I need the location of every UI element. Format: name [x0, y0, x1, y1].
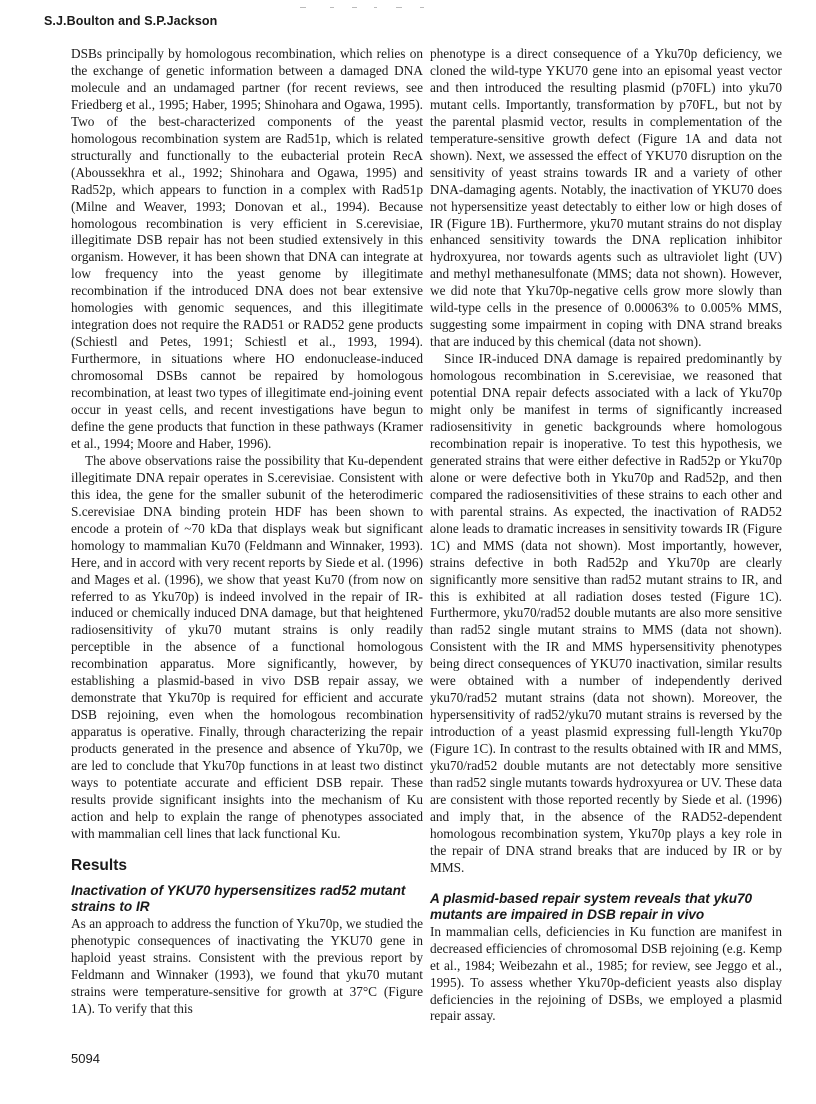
right-paragraph-1: phenotype is a direct consequence of a Yku70p deficiency, we cloned the wild-type YKU70 gene into an episomal yeast vector and then introduced the resulting plasmid (p70FL) into yku70 mutant cells. Importantly, transformation by p70FL, but not by the parental plasmid vector, results in complementation of the temperature-sensitive growth defect (Figure 1A and data not shown). Next, we assessed the effect of YKU70 disruption on the sensitivity of yeast strains towards IR and a variety of other DNA-damaging agents. Notably, the inactivation of YKU70 does not hypersensitize yeast detectably to either low or high doses of IR (Figure 1B). Furthermore, yku70 mutant strains do not display enhanced sensitivity towards the DNA replication inhibitor hydroxyurea, nor towards agents such as ultraviolet light (UV) and methyl methanesulfonate (MMS; data not shown). However, we did note that Yku70p-negative cells grow more slowly than wild-type cells in the presence of 0.00063% to 0.005% MMS, suggesting some impairment in coping with DNA strand breaks that are induced by this chemical (data not shown).	[430, 46, 782, 350]
left-paragraph-1: DSBs principally by homologous recombination, which relies on the exchange of genetic information between a damaged DNA molecule and an undamaged partner (for recent reviews, see Friedberg et al., 1995; Haber, 1995; Shinohara and Ogawa, 1995). Two of the best-characterized components of the yeast homologous recombination system are Rad51p, which is related structurally and functionally to the eubacterial protein RecA (Aboussekhra et al., 1992; Shinohara and Ogawa, 1995) and Rad52p, which appears to function in a complex with Rad51p (Milne and Weaver, 1993; Donovan et al., 1994). Because homologous recombination is very efficient in S.cerevisiae, illegitimate DSB repair has not been studied extensively in this organism. However, it has been shown that DNA can integrate at low frequency into the yeast genome by illegitimate recombination if the introduced DNA does not bear extensive homologies with genomic sequences, and this illegitimate integration does not require the RAD51 or RAD52 gene products (Schiestl and Petes, 1991; Schiestl et al., 1993, 1994). Furthermore, in situations where HO endonuclease-induced chromosomal DSBs cannot be repaired by homologous recombination, at least two types of illegitimate end-joining event occur in yeast cells, and recent investigations have begun to define the gene products that function in these pathways (Kramer et al., 1994; Moore and Haber, 1996).	[71, 46, 423, 451]
scan-speck	[396, 7, 402, 8]
scan-speck	[374, 7, 377, 8]
scan-speck	[300, 7, 306, 8]
right-paragraph-3: In mammalian cells, deficiencies in Ku function are manifest in decreased efficiencies of chromosomal DSB rejoining (e.g. Kemp et al., 1984; Weibezahn et al., 1985; for review, see Jeggo et al., 1995). To assess whether Yku70p-deficient yeasts also display deficiencies in the rejoining of DSBs, we employed a plasmid repair assay.	[430, 923, 782, 1024]
page-number: 5094	[71, 1051, 100, 1066]
running-head: S.J.Boulton and S.P.Jackson	[44, 14, 218, 28]
scan-speck	[352, 7, 357, 8]
scan-speck	[420, 7, 424, 8]
left-paragraph-3: As an approach to address the function of Yku70p, we studied the phenotypic consequences of inactivating the YKU70 gene in haploid yeast strains. Consistent with the previous report by Feldmann and Winnaker (1993), we found that yku70 mutant strains were temperature-sensitive for growth at 37°C (Figure 1A). To verify that this	[71, 915, 423, 1016]
left-column	[71, 46, 423, 1018]
right-column	[430, 46, 782, 1025]
scan-speck	[330, 7, 334, 8]
results-heading: Results	[71, 856, 127, 874]
left-paragraph-2: The above observations raise the possibility that Ku-dependent illegitimate DNA repair operates in S.cerevisiae. Consistent with this idea, the gene for the smaller subunit of the heterodimeric S.cerevisiae DNA binding protein HDF has been shown to encode a protein of ~70 kDa that displays weak but significant homology to mammalian Ku70 (Feldmann and Winnaker, 1993). Here, and in accord with very recent reports by Siede et al. (1996) and Mages et al. (1996), we show that yeast Ku70 (from now on referred to as Yku70p) is indeed involved in the repair of IR-induced or chemically induced DNA damage, but that heightened radiosensitivity of yku70 mutant strains is only readily perceptible in the absence of a functional homologous recombination apparatus. More significantly, however, by establishing a plasmid-based in vivo DSB repair assay, we demonstrate that Yku70p is required for efficient and accurate DSB rejoining, even when the homologous recombination apparatus is operative. Finally, through characterizing the repair products generated in the presence and absence of Yku70p, we are led to conclude that Yku70p functions in at least two distinct ways to potentiate accurate and efficient DSB repair. These results provide significant insights into the mechanism of Ku action and help to explain the range of phenotypes associated with mammalian cell lines that lack functional Ku.	[71, 452, 423, 841]
right-paragraph-2: Since IR-induced DNA damage is repaired predominantly by homologous recombination in S.cerevisiae, we reasoned that potential DNA repair defects associated with a lack of Yku70p might only be manifest in terms of significantly increased radiosensitivity in genetic backgrounds where homologous recombination repair is inoperative. To test this hypothesis, we generated strains that were either defective in Rad52p or Yku70p alone or were defective both in Yku70p and Rad52p, and then compared the radiosensitivities of these strains to each other and with parental strains. As expected, the inactivation of RAD52 alone leads to dramatic increases in sensitivity towards IR (Figure 1C) and MMS (data not shown). Most importantly, however, strains defective in both Rad52p and Yku70p are clearly significantly more sensitive than rad52 mutant strains to IR, and this is exhibited at all radiation doses tested (Figure 1C). Furthermore, yku70/rad52 double mutants are also more sensitive than rad52 single mutant strains to MMS (data not shown). Consistent with the IR and MMS hypersensitivity phenotypes being direct consequences of YKU70 inactivation, similar results were obtained with a number of independently derived yku70/rad52 mutant strains (data not shown). Moreover, the hypersensitivity of rad52/yku70 mutant strains is reversed by the introduction of a yeast plasmid expressing full-length Yku70p (Figure 1C). In contrast to the results obtained with IR and MMS, yku70/rad52 double mutants are not detectably more sensitive than rad52 single mutants towards hydroxyurea or UV. These data are consistent with those reported recently by Siede et al. (1996) and imply that, in the absence of the RAD52-dependent homologous recombination system, Yku70p plays a key role in the repair of DNA strand breaks that are induced by IR or by MMS.	[430, 351, 782, 875]
subheading-plasmid-repair: A plasmid-based repair system reveals that yku70 mutants are impaired in DSB repair in vivo	[430, 890, 753, 923]
subheading-yku70-hypersensitizes: Inactivation of YKU70 hypersensitizes rad52 mutant strains to IR	[71, 882, 406, 915]
